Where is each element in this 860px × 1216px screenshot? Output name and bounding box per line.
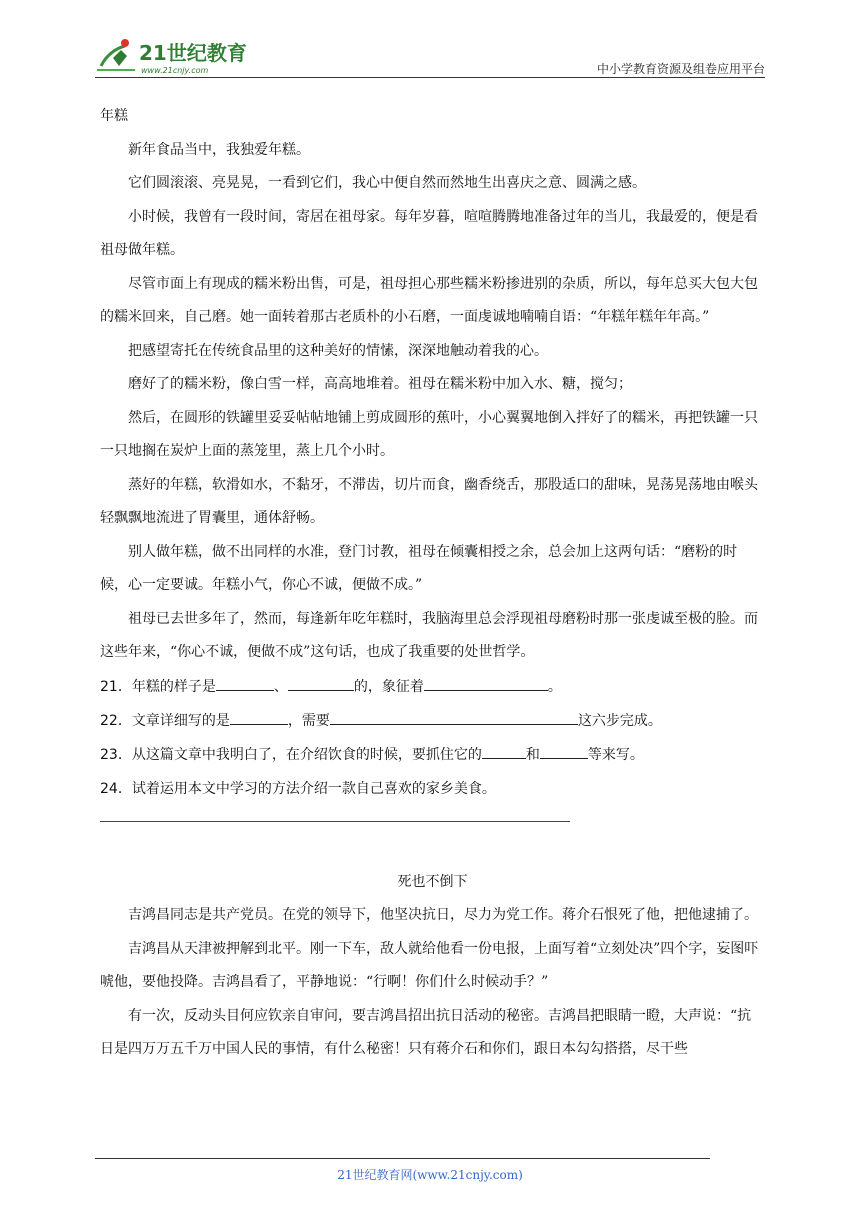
question-text: ，需要: [287, 712, 330, 729]
paragraph: 蒸好的年糕，软滑如水，不黏牙，不滞齿，切片而食，幽香绕舌，那股适口的甜味，晃荡晃荡地由喉头轻飘飘地流进了胃囊里，通体舒畅。: [100, 476, 758, 526]
paragraph: 小时候，我曾有一段时间，寄居在祖母家。每年岁暮，喧喧腾腾地准备过年的当儿，我最爱的，便是看祖母做年糕。: [100, 208, 758, 258]
question-22: [100, 704, 765, 738]
answer-blank[interactable]: [330, 708, 578, 725]
document-body: [100, 100, 765, 1067]
question-24: 24．试着运用本文中学习的方法介绍一款自己喜欢的家乡美食。: [100, 780, 496, 797]
answer-blank[interactable]: [424, 674, 548, 691]
article-title: 死也不倒下: [397, 873, 468, 890]
answer-blank[interactable]: [482, 742, 526, 759]
paragraph: 然后，在圆形的铁罐里妥妥帖帖地铺上剪成圆形的蕉叶，小心翼翼地倒入拌好了的糯米，再把铁罐一只一只地搁在炭炉上面的蒸笼里，蒸上几个小时。: [100, 409, 758, 459]
paragraph: 祖母已去世多年了，然而，每逢新年吃年糕时，我脑海里总会浮现祖母磨粉时那一张虔诚至极的脸。而这些年来，“你心不诚，便做不成”这句话，也成了我重要的处世哲学。: [100, 610, 758, 660]
paragraph: 把感望寄托在传统食品里的这种美好的情愫，深深地触动着我的心。: [128, 342, 548, 359]
header-divider: [95, 77, 765, 78]
question-text: 、: [273, 678, 288, 695]
paragraph: 尽管市面上有现成的糯米粉出售，可是，祖母担心那些糯米粉掺进别的杂质，所以，每年总买大包大包的糯米回来，自己磨。她一面转着那古老质朴的小石磨，一面虔诚地喃喃自语：“年糕年糕年年高。”: [100, 275, 758, 325]
question-23: [100, 738, 765, 772]
question-text: 21．年糕的样子是: [100, 678, 216, 695]
answer-blank[interactable]: [216, 674, 274, 691]
paragraph: 它们圆滚滚、亮晃晃，一看到它们，我心中便自然而然地生出喜庆之意、圆满之感。: [128, 175, 646, 191]
paragraph: 别人做年糕，做不出同样的水准，登门讨教，祖母在倾囊相授之余，总会加上这两句话：“磨粉的时候，心一定要诚。年糕小气，你心不诚，便做不成。”: [100, 543, 738, 593]
question-text: 22．文章详细写的是: [100, 712, 230, 729]
question-text: 和: [525, 746, 540, 763]
question-text: 等来写。: [587, 746, 644, 763]
paragraph: 磨好了的糯米粉，像白雪一样，高高地堆着。祖母在糯米粉中加入水、糖，搅匀；: [128, 376, 632, 392]
paragraph: 吉鸿昌从天津被押解到北平。刚一下车，敌人就给他看一份电报，上面写着“立刻处决”四个字，妄图吓唬他，要他投降。吉鸿昌看了，平静地说：“行啊！你们什么时候动手？”: [100, 940, 759, 990]
answer-blank[interactable]: [540, 742, 588, 759]
question-text: 这六步完成。: [577, 712, 662, 729]
footer-divider: [95, 1158, 710, 1159]
logo-url: www.21cnjy.com: [141, 66, 209, 75]
logo-text: 21世纪教育: [139, 41, 247, 65]
question-text: 。: [547, 678, 562, 695]
question-text: 23．从这篇文章中我明白了，在介绍饮食的时候，要抓住它的: [100, 746, 482, 763]
site-logo-icon: [95, 36, 265, 76]
answer-line[interactable]: [100, 820, 570, 822]
answer-blank[interactable]: [288, 674, 354, 691]
footer-link[interactable]: 21世纪教育网(www.21cnjy.com): [337, 1168, 523, 1182]
platform-name: 中小学教育资源及组卷应用平台: [596, 62, 765, 76]
article-title: 年糕: [100, 108, 128, 124]
question-text: 的，象征着: [353, 678, 424, 695]
question-21: [100, 670, 765, 704]
page-header: [95, 28, 765, 80]
answer-blank[interactable]: [230, 708, 288, 725]
paragraph: 新年食品当中，我独爱年糕。: [128, 141, 310, 158]
paragraph: 吉鸿昌同志是共产党员。在党的领导下，他坚决抗日，尽力为党工作。蒋介石恨死了他，把他逮捕了。: [128, 907, 758, 923]
paragraph: 有一次，反动头目何应钦亲自审问，要吉鸿昌招出抗日活动的秘密。吉鸿昌把眼睛一瞪，大声说：“抗日是四万万五千万中国人民的事情，有什么秘密！只有蒋介石和你们，跟日本勾勾搭搭，尽干些: [100, 1007, 752, 1057]
